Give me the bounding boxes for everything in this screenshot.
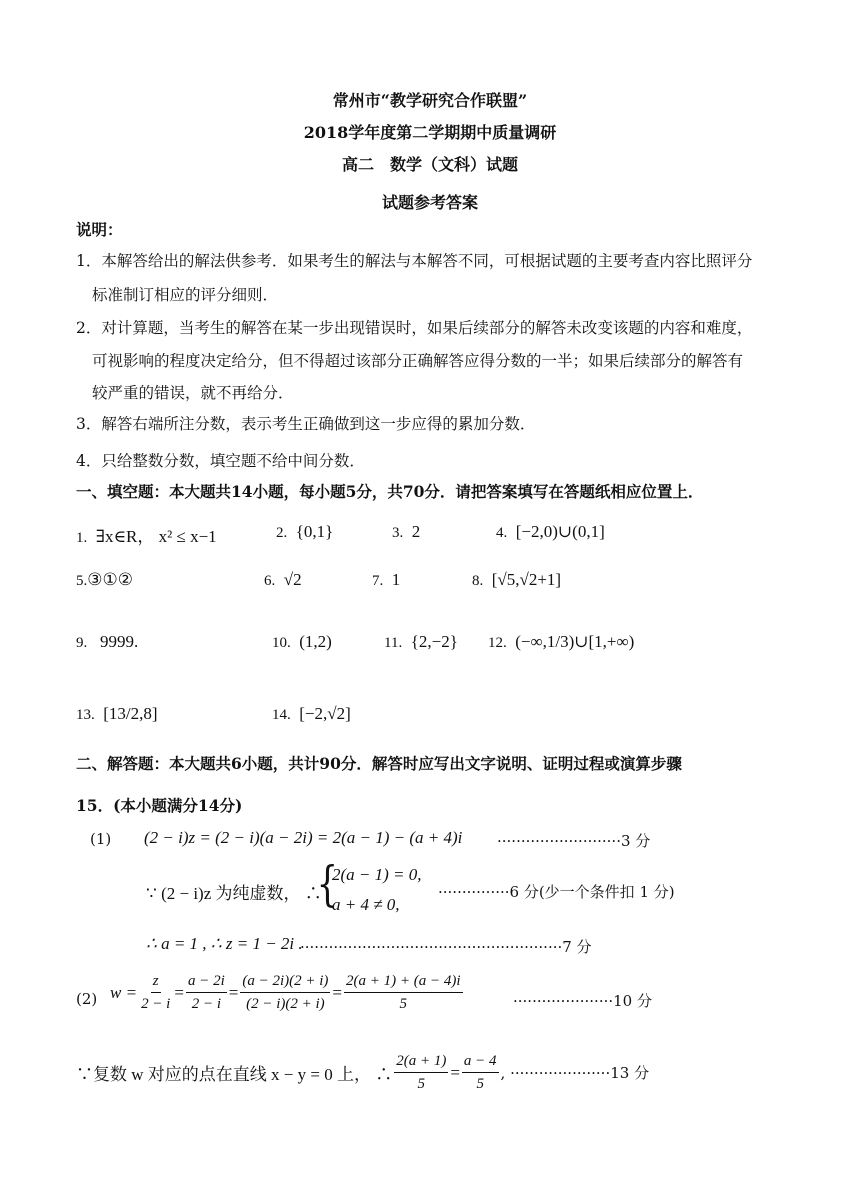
- header-title-1: 常州市“教学研究合作联盟”: [332, 91, 528, 110]
- note-line: 4．只给整数分数，填空题不给中间分数．: [76, 452, 365, 470]
- equation-1: (2 − i)z = (2 − i)(a − 2i) = 2(a − 1) − (a + 4)i: [144, 828, 463, 847]
- answer-4: 4. [−2,0)∪(0,1]: [496, 522, 605, 541]
- section-1-heading: 一、填空题：本大题共14小题，每小题5分，共70分．请把答案填写在答题纸相应位置上．: [76, 482, 704, 501]
- brace-icon: {: [316, 856, 338, 912]
- equation-w: w = $\frac{z}{2 - i}$ = $\frac{a - 2i}{2 - i}$ = $\frac{(a - 2i)(2 + i)}{(2 - i)(2 + i)}$ = $\frac{2(a + 1) + (a - 4)i}{5}$: [110, 970, 465, 1015]
- condition-2: a + 4 ≠ 0,: [332, 895, 400, 914]
- answer-8: 8. [√5,√2+1]: [472, 570, 562, 589]
- score-10: ·····················10 分: [513, 992, 652, 1010]
- answer-2: 2. {0,1}: [276, 522, 334, 541]
- answer-13: 13. [13/2,8]: [76, 704, 158, 723]
- answer-3: 3. 2: [392, 522, 421, 541]
- score-6: ···············6 分(少一个条件扣 1 分): [438, 883, 675, 901]
- equation-a: ∴ a = 1 , ∴ z = 1 − 2i .: [146, 934, 303, 953]
- notes-heading: 说明：: [76, 220, 123, 239]
- answer-5: 5.③①②: [76, 570, 133, 589]
- condition-1: 2(a − 1) = 0,: [332, 865, 422, 884]
- answer-7: 7. 1: [372, 570, 401, 589]
- score-3: ··························3 分: [497, 832, 651, 850]
- answer-6: 6. √2: [264, 570, 302, 589]
- part-1-label: (1): [90, 830, 112, 848]
- answer-12: 12. (−∞,1/3)∪[1,+∞): [488, 632, 635, 651]
- answer-10: 10. (1,2): [272, 632, 332, 651]
- note-line: 标准制订相应的评分细则．: [92, 286, 279, 304]
- part-2-label: (2): [76, 990, 98, 1008]
- question-15-title: 15．(本小题满分14分): [76, 796, 243, 815]
- section-2-heading: 二、解答题：本大题共6小题，共计90分．解答时应写出文字说明、证明过程或演算步骤: [76, 754, 682, 773]
- answer-9: 9. 9999.: [76, 632, 139, 651]
- note-line: 3．解答右端所注分数，表示考生正确做到这一步应得的累加分数．: [76, 415, 536, 433]
- note-line: 2．对计算题，当考生的解答在某一步出现错误时，如果后续部分的解答未改变该题的内容和难度，: [76, 319, 753, 337]
- answer-1: 1. ∃x∈R， x² ≤ x−1: [76, 527, 217, 546]
- condition-premise: ∵ (2 − i)z 为纯虚数， ∴: [146, 884, 322, 903]
- answer-14: 14. [−2,√2]: [272, 704, 351, 723]
- header-title-3: 高二 数学（文科）试题: [341, 155, 518, 174]
- score-7: ·······················································7 分: [300, 938, 592, 956]
- equation-line: ∵复数 w 对应的点在直线 x − y = 0 上， ∴ $\frac{2(a + 1)}{5}$ = $\frac{a - 4}{5}$ , ·····················13 分: [76, 1050, 649, 1095]
- note-line: 较严重的错误，就不再给分．: [92, 384, 294, 402]
- header-title-4: 试题参考答案: [381, 193, 478, 212]
- header-title-2: 2018学年度第二学期期中质量调研: [303, 123, 557, 142]
- answer-11: 11. {2,−2}: [384, 632, 458, 651]
- note-line: 可视影响的程度决定给分，但不得超过该部分正确解答应得分数的一半；如果后续部分的解答有: [92, 352, 744, 370]
- note-line: 1．本解答给出的解法供参考．如果考生的解法与本解答不同，可根据试题的主要考查内容比照评分: [76, 252, 753, 270]
